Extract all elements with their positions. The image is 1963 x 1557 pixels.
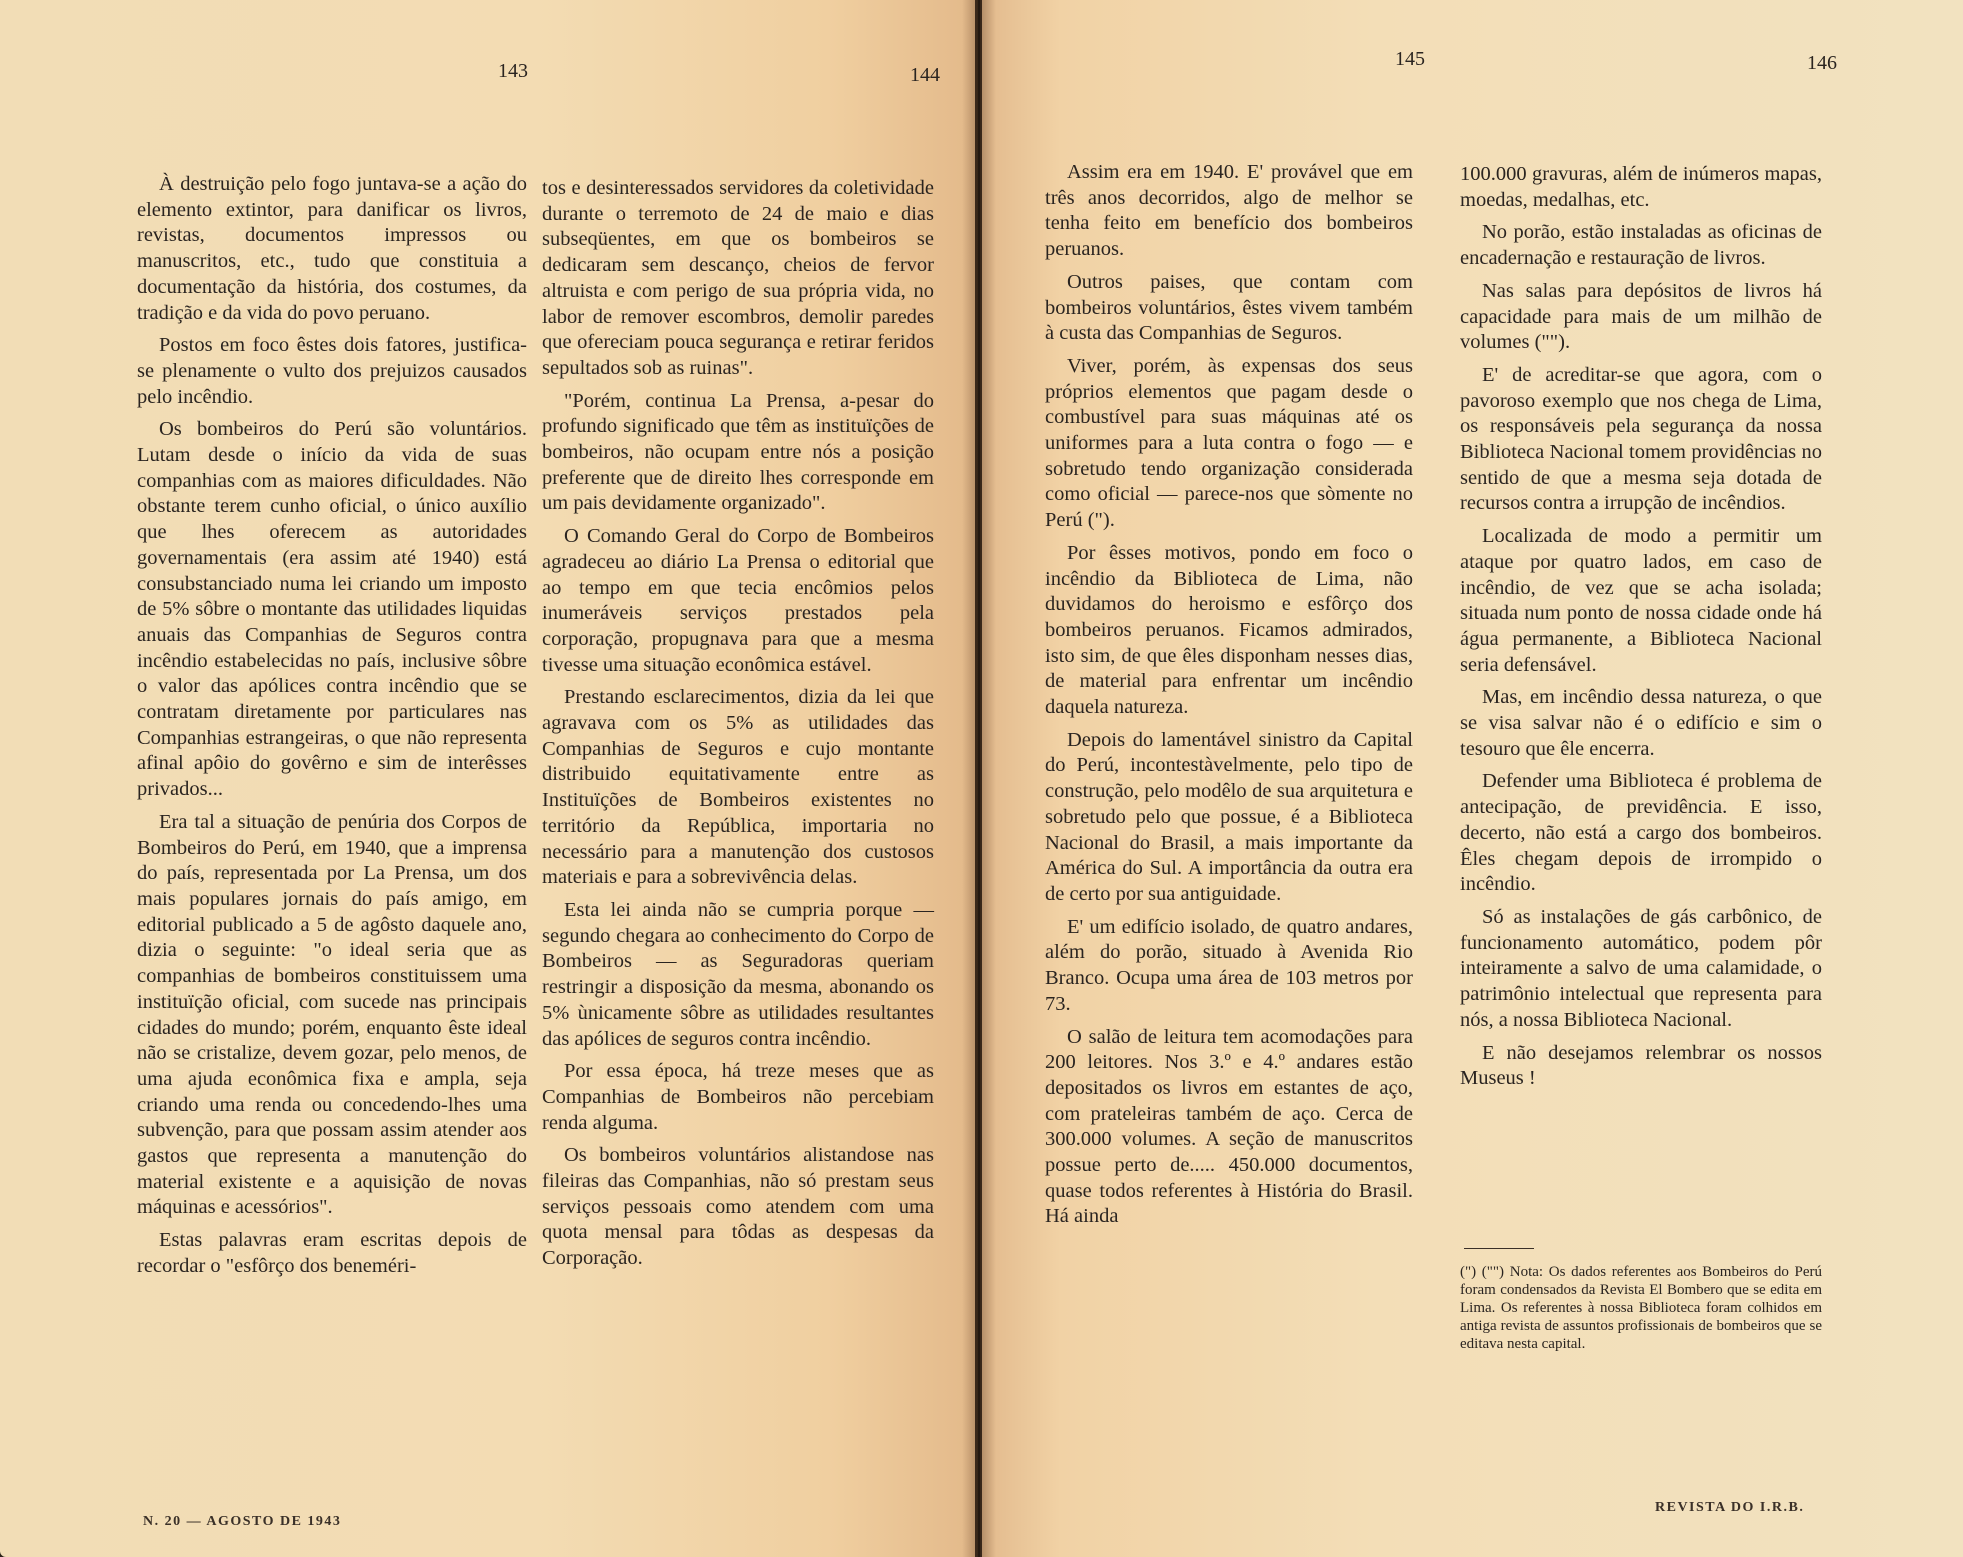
page-number-143: 143 xyxy=(498,60,528,82)
column-page-143 xyxy=(137,172,527,1287)
paragraph: E' um edifício isolado, de quatro andares, além do porão, situado à Avenida Rio Branco. Ocupa uma área de 103 metros por 73. xyxy=(1045,915,1413,1015)
column-page-144 xyxy=(542,176,934,1279)
paragraph: Era tal a situação de penúria dos Corpos de Bombeiros do Perú, em 1940, que a imprensa do país, representada por La Prensa, um dos mais populares jornais do país amigo, em editorial publicado a 5 de agôsto daquele ano, dizia o seguinte: "o ideal seria que as companhias de bombeiros constituissem uma instituïção oficial, com sucede nas principais cidades do mundo; porém, enquanto êste ideal não se cristalize, devem gozar, pelo menos, de uma ajuda econômica fixa e ampla, seja criando uma renda ou concedendo-lhes uma subvenção, para que possam assim atender aos gastos que representa a manutenção do material existente e a aquisição de novas máquinas e acessórios". xyxy=(137,810,527,1219)
paragraph: Postos em foco êstes dois fatores, justifica-se plenamente o vulto dos prejuizos causados pelo incêndio. xyxy=(137,334,527,408)
right-page xyxy=(982,0,1963,1557)
page-number-145: 145 xyxy=(1395,48,1425,70)
paragraph: Os bombeiros voluntários alistandose nas fileiras das Companhias, não só prestam seus serviços pessoais como atendem com uma quota mensal para tôdas as despesas da Corporação. xyxy=(542,1144,934,1270)
paragraph: "Porém, continua La Prensa, a-pesar do profundo significado que têm as instituïções de bombeiros, não ocupam entre nós a posição preferente que de direito lhes corresponde em um pais devidamente organizado". xyxy=(542,389,934,515)
paragraph: Prestando esclarecimentos, dizia da lei que agravava com os 5% as utilidades das Companhias de Seguros e cujo montante distribuido equitativamente entre as Instituïções de Bombeiros existentes no território da República, importaria no necessário para a manutenção dos custosos materiais e para a sobrevivência delas. xyxy=(542,686,934,889)
paragraph: Viver, porém, às expensas dos seus próprios elementos que pagam desde o combustível para suas máquinas até os uniformes para a luta contra o fogo — e sobretudo tendo organização considerada como oficial — parece-nos que sòmente no Perú ("). xyxy=(1045,354,1413,532)
column-page-146 xyxy=(1460,162,1822,1099)
paragraph: Outros paises, que contam com bombeiros voluntários, êstes vivem também à custa das Companhias de Seguros. xyxy=(1045,270,1413,345)
paragraph: Defender uma Biblioteca é problema de antecipação, de previdência. E isso, decerto, não está a cargo dos bombeiros. Êles chegam depois de irrompido o incêndio. xyxy=(1460,770,1822,896)
left-page xyxy=(0,0,975,1557)
paragraph: Depois do lamentável sinistro da Capital do Perú, incontestàvelmente, pelo tipo de construção, pelo modêlo de sua arquitetura e sobretudo pelo que possue, é a Biblioteca Nacional do Brasil, a mais importante da América do Sul. A importância da outra era de certo por sua antiguidade. xyxy=(1045,728,1413,905)
paragraph: 100.000 gravuras, além de inúmeros mapas, moedas, medalhas, etc. xyxy=(1460,163,1822,211)
paragraph: Mas, em incêndio dessa natureza, o que se visa salvar não é o edifício e sim o tesouro que êle encerra. xyxy=(1460,686,1822,760)
footnote-divider xyxy=(1464,1248,1534,1249)
paragraph: Só as instalações de gás carbônico, de funcionamento automático, podem pôr inteiramente a salvo de uma calamidade, o patrimônio intelectual que representa para nós, a nossa Biblioteca Nacional. xyxy=(1460,905,1822,1031)
footer-issue-date: N. 20 — AGOSTO DE 1943 xyxy=(143,1514,342,1529)
paragraph: Nas salas para depósitos de livros há capacidade para mais de um milhão de volumes (""). xyxy=(1460,279,1822,354)
paragraph: No porão, estão instaladas as oficinas de encadernação e restauração de livros. xyxy=(1460,221,1822,270)
footnote: (") ("") Nota: Os dados referentes aos Bombeiros do Perú foram condensados da Revista El Bombero que se edita em Lima. Os referentes à nossa Biblioteca foram colhidos em antiga revista de assuntos profissionais de bombeiros que se editava nesta capital. xyxy=(1460,1264,1822,1352)
paragraph: Assim era em 1940. E' provável que em três anos decorridos, algo de melhor se tenha feito em benefício dos bombeiros peruanos. xyxy=(1045,161,1413,261)
paragraph: Os bombeiros do Perú são voluntários. Lutam desde o início da vida de suas companhias com as maiores dificuldades. Não obstante terem cunho oficial, o único auxílio que lhes oferecem as autoridades governamentais (era assim até 1940) está consubstanciado numa lei criando um imposto de 5% sôbre o montante das utilidades liquidas anuais das Companhias de Seguros contra incêndio estabelecidas no país, inclusive sôbre o valor das apólices contra incêndio que se contratam diretamente por particulares nas Companhias estrangeiras, o que não representa afinal apôio do govêrno e sim de interêsses privados... xyxy=(137,418,527,801)
footer-journal-name: REVISTA DO I.R.B. xyxy=(1655,1500,1805,1515)
paragraph: Estas palavras eram escritas depois de recordar o "esfôrço dos beneméri- xyxy=(137,1229,527,1277)
paragraph: Localizada de modo a permitir um ataque por quatro lados, em caso de incêndio, de vez que se acha isolada; situada num ponto de nossa cidade onde há água permanente, a Biblioteca Nacional seria defensável. xyxy=(1460,525,1822,676)
paragraph: E' de acreditar-se que agora, com o pavoroso exemplo que nos chega de Lima, os responsáveis pela segurança da nossa Biblioteca Nacional tomem providências no sentido de que a mesma seja dotada de recursos contra a irrupção de incêndios. xyxy=(1460,363,1822,515)
book-gutter xyxy=(962,0,996,1557)
paragraph: tos e desinteressados servidores da coletividade durante o terremoto de 24 de maio e dias subseqüentes, em que os bombeiros se dedicaram sem descanço, cheios de fervor altruista e com perigo de sua própria vida, no labor de remover escombros, demolir paredes que ofereciam pouca segurança e retirar feridos sepultados sob as ruinas". xyxy=(542,177,934,379)
paragraph: O salão de leitura tem acomodações para 200 leitores. Nos 3.º e 4.º andares estão depositados os livros em estantes de aço, com prateleiras também de aço. Cerca de 300.000 volumes. A seção de manuscritos possue perto de..... 450.000 documentos, quase todos referentes à História do Brasil. Há ainda xyxy=(1045,1025,1413,1228)
page-number-144: 144 xyxy=(910,64,940,86)
page-number-146: 146 xyxy=(1807,52,1837,74)
paragraph: Por êsses motivos, pondo em foco o incêndio da Biblioteca de Lima, não duvidamos do heroismo e esfôrço dos bombeiros peruanos. Ficamos admirados, isto sim, de que êles disponham nesses dias, de material para enfrentar um incêndio daquela natureza. xyxy=(1045,541,1413,719)
paragraph: Esta lei ainda não se cumpria porque — segundo chegara ao conhecimento do Corpo de Bombeiros — as Seguradoras queriam restringir a disposição da mesma, abonando os 5% ùnicamente sôbre as utilidades resultantes das apólices de seguros contra incêndio. xyxy=(542,898,934,1050)
paragraph: E não desejamos relembrar os nossos Museus ! xyxy=(1460,1041,1822,1090)
column-page-145 xyxy=(1045,160,1413,1237)
paragraph: O Comando Geral do Corpo de Bombeiros agradeceu ao diário La Prensa o editorial que ao tempo em que tecia encômios pelos inumeráveis serviços prestados pela corporação, propugnava para que a mesma tivesse uma situação econômica estável. xyxy=(542,525,934,676)
paragraph: À destruição pelo fogo juntava-se a ação do elemento extintor, para danificar os livros, revistas, documentos impressos ou manuscritos, etc., tudo que constituia a documentação da história, dos costumes, da tradição e da vida do povo peruano. xyxy=(137,173,527,324)
paragraph: Por essa época, há treze meses que as Companhias de Bombeiros não percebiam renda alguma. xyxy=(542,1060,934,1134)
